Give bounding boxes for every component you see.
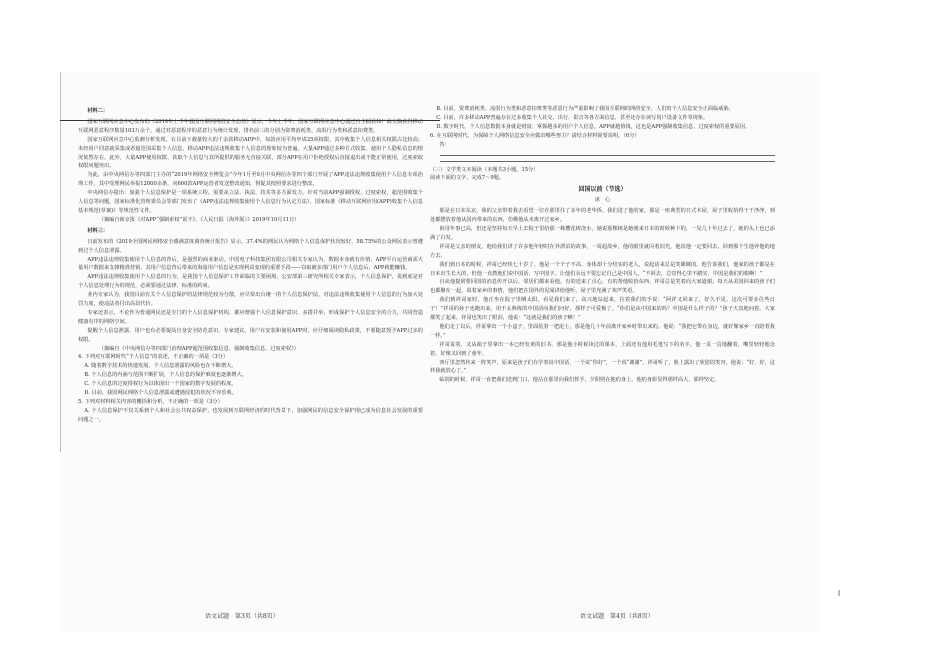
option-a: A. 随着数字技术的快速发展，个人信息泄露的风险也在不断增大。 (84, 363, 237, 370)
paragraph: APP违法违规收集使用个人信息的行为，是我国个人信息保护工作面临的主要困境。公安部第三研究所相关专家表示，个人信息保护，说到底是对个人信息处理行为的规范，必须要通过法律、标准的约束。 (78, 274, 423, 290)
question-4: 4. 下列对互联网时代“个人信息”的表述，不正确的一项是（3分） (78, 354, 229, 361)
question-6: 6. 在互联网时代，为保障个人网络信息安全应做出哪些努力？请结合材料简要说明。（6分） (430, 132, 640, 139)
option-b: B. 目前，资费消耗类、流氓行为类和恶意扣费类等恶意行为严重影响了我国互联网的网络安全，人们的个人信息安全正面临威胁。 (436, 106, 734, 112)
option-d: D. 数字时代，个人信息数据本身就是财富，掌握越多的用户个人信息，APP就越值钱，这也是APP强制收集信息，过度索权的重要原因。 (436, 123, 751, 130)
scan-mark (838, 590, 840, 596)
option-d: D. 目前，我国网民网络个人信息泄露或遭遇侵犯的状况不容乐观。 (84, 390, 237, 397)
material-2-heading: 材料二： (87, 108, 109, 114)
story-paragraph: 祥哥是父亲的朋友，他给我们讲了许多他年轻时在外漂泊的故事，一说起故乡，他的眼里就闪着泪光，他说他一定要回去，回到那个生他养他的地方去。 (430, 243, 775, 259)
page-footer-left: 语文试题 第3页（共8页） (205, 613, 279, 620)
section-instruction: 阅读下面的文字，完成7～9题。 (430, 175, 505, 182)
story-author: 冰 心 (594, 197, 611, 204)
answer-label: 答： (439, 141, 450, 148)
page-3-column (78, 105, 423, 425)
paragraph: APP违法违规收集使用个人信息的背后，是强烈的商业驱动。中国电子科技集团有限公司相关专家认为，数据本身就有价值，APP平台运营商需大量用户数据来支撑精准营销，其用户信息背后带来的海量用户信息是实现利益变现的重要手段——窃取被多部门用户个人信息后，APP就能赚钱。 (78, 256, 423, 272)
story-paragraph: 那是在日本东京，我的父亲带着我去看望一位在那里住了多年的老华侨。我们进了他的家，那是一座典型的日式木屋，屋子里收拾得干干净净，到处都摆放着他从国内带来的东西，仿佛他从未离开过家乡。 (430, 208, 775, 224)
source-citation: （摘编自《中央网信办等四部门治理APP超范围收集信息、强制收集信息、过度索权》） (98, 345, 299, 352)
answer-line[interactable] (440, 161, 775, 162)
paragraph: 中央网信办提出：加强个人信息保护是一项系统工程，需要从立法、执法、技术等多方面发力，针对当前APP强制授权、过度索权、超范围收集个人信息等问题，国家标准化管理委员会等部门发布了《APP违法违规收集使用个人信息行为认定方法》，国家标准《移动互联网应用(APP)收集个人信息基本规范(草案)》等规范性文件。 (78, 190, 423, 214)
left-margin-rule (60, 72, 61, 452)
option-c: C. 目前，许多移动APP普遍存在过多收集个人社交、出行、影音等各方面信息，甚至还存在读写用户设备文件等现象。 (436, 114, 709, 121)
story-paragraph: 我们到祥哥家时，他正坐在院子里晒太阳，看见我们来了，高兴地站起来，拉着我们的手说：“阿祥又回来了，好久不见，这次可要多住些日子！”祥哥的孙子也跑出来，用不太熟练的中国话向我们问好，那样子可爱极了。“你们是从中国来的吗？中国是什么样子的？”孩子天真地问着。大家都笑了起来，祥哥也笑出了眼泪，他说：“这就是我们的孩子啊！” (430, 297, 775, 322)
story-paragraph: 自从他提到要回国的消息传开以后，邻居们都来看他，有的送来了点心，有的帮他收拾东西，祥哥总是笑着向大家道谢。每天从美国回来的孩子们也都聚在一起，说着家乡的事情，他们把在国外的见闻讲给他听，屋子里充满了欢声笑语。 (430, 279, 775, 295)
paragraph: 提醒个人信息泄露，用户也有必要提高自身安全防范意识。专家建议，用户在安装和使用APP时，应仔细阅读隐私政策，不要随意授予APP过多的权限。 (78, 327, 423, 343)
material-3-heading: 材料三： (87, 227, 109, 234)
question-5: 5. 下列对材料相关内容的概括和分析，不正确的一项是（3分） (78, 399, 223, 405)
story-paragraph: 客厅里忽然传来一阵笑声，原来是孩子们在学着说中国话，一个说“你好”，一个说“谢谢”，祥哥听了，脸上露出了欣慰的笑容，他说：“好，好，这样我就放心了。” (430, 359, 775, 375)
option-c: C. 个人信息的过度授权行为以体现出一个国家的数字发展的程度。 (84, 381, 237, 388)
paragraph: 日前发布的《2019全国网民网络安全感满意度调查统计报告》显示，37.4%的网民认为网络个人信息保护状况较好，58.75%的公众网民表示曾遭到过个人信息泄露。 (78, 238, 423, 254)
story-paragraph: 祖母年事已高，但还是坚持每天早上去院子里给那一株樱花树浇水，她说那棵树是她刚来日本的时候种下的，一晃几十年过去了，她的头上也已添满了白发。 (430, 225, 775, 241)
source-citation: （摘编自新京报《对APP“强制索权”说不》，《人民日报（海外版）》2019年10月11日） (98, 216, 300, 223)
section-heading: （三）文学类文本阅读（本题共3小题，15分） (430, 166, 539, 173)
story-paragraph: 临别的时候，祥哥一直把我们送到门口，他站在那里向我们挥手，夕阳照在他的身上，他的身影显得那样高大，那样坚定。 (439, 377, 720, 384)
paragraph: 国家互联网应急中心监测分析发现，在目前下载量较大的千余款移动APP中，每款应用平均申请25项权限，其中收集个人信息相关权限占比较高；未经用户同意就采集或者超范围采集个人信息，移动APP违法违规收集个人信息的现象较为普遍，大量APP通过多种方式收集、使用个人隐私信息的情况依然存在。此外，大量APP使用权限、获取个人信息与其所提供的服务无直接关联，部分APP在用户拒绝授权后直接退出或不能正常使用，过度索取权限问题突出。 (78, 136, 423, 170)
answer-line[interactable] (440, 155, 775, 156)
story-paragraph: 祥哥说着，又从箱子里拿出一本已经发黄的旧书，那是他小时候读过的课本，上面还有他用毛笔写下的名字。他一页一页地翻着，嘴里轻轻地念着，好像又回到了童年。 (430, 341, 775, 357)
option-b: B. 个人信息的内涵与范围不断扩展，个人信息的保护难度也逐渐增大。 (84, 372, 247, 379)
paragraph: 国家互联网应急中心发布的《2019年上半年我国互联网网络安全态势》显示，今年上半年，国家互联网应急中心通过自主捕获和厂商交换获得移动互联网恶意程序数量103万余个，通过对恶意程序的恶意行为统计发现，排名前三的分别为资费消耗类、流氓行为类和恶意扣费类。 (78, 118, 423, 134)
paragraph: 业内专家认为，我国目前有关个人信息保护的法律规范较为分散，应尽快出台统一的个人信息保护法，对违法违规收集使用个人信息的行为加大处罚力度，使违法者付出高昂代价。 (78, 292, 423, 308)
page-footer-right: 语文试题 第4页（共8页） (580, 613, 654, 620)
paragraph: 专家还表示，不论作为普通网民还是专门的个人信息保护机构，都应增强个人信息保护意识，多措并举，形成保护个人信息安全的合力，共同营造健康有序的网络空间。 (78, 309, 423, 325)
paragraph: 为此，由中央网信办等四部门主办的“2019年网络安全博览会”今年1月至9月中央网信办等四个部门开展了APP违法违规收集使用个人信息专项治理工作，其中受理网民举报12000余条，向600款APP运营者发送整改通知，督促其按照要求进行整改。 (78, 172, 423, 188)
story-paragraph: 他们走了以后，祥哥拿出一个小盒子，里面装着一把泥土，那是他几十年前离开家乡时带出来的。他说：“我把它带在身边，就好像家乡一直陪着我一样。” (430, 323, 775, 339)
story-title: 回国以前（节选） (578, 186, 627, 194)
story-paragraph: 我们到日本的时候，祥哥已经快七十岁了，他是一个个子不高、身体却十分结实的老人，说起话来总是笑眯眯的。他告诉我们，他家的孩子都是在日本出生长大的，但他一直教他们说中国话，写中国字，让他们永远不要忘记自己是中国人。“不回去，总觉得心里不踏实，中国是我们的根啊！” (430, 261, 775, 277)
option-a: A. 个人信息保护不仅关系到个人和社会公共权益保护，也发展到互联网经济的时代背景下，加强网民的信息安全保护现已成为信息社会发展的重要问题之一。 (78, 407, 423, 423)
page-4-column (430, 105, 775, 385)
